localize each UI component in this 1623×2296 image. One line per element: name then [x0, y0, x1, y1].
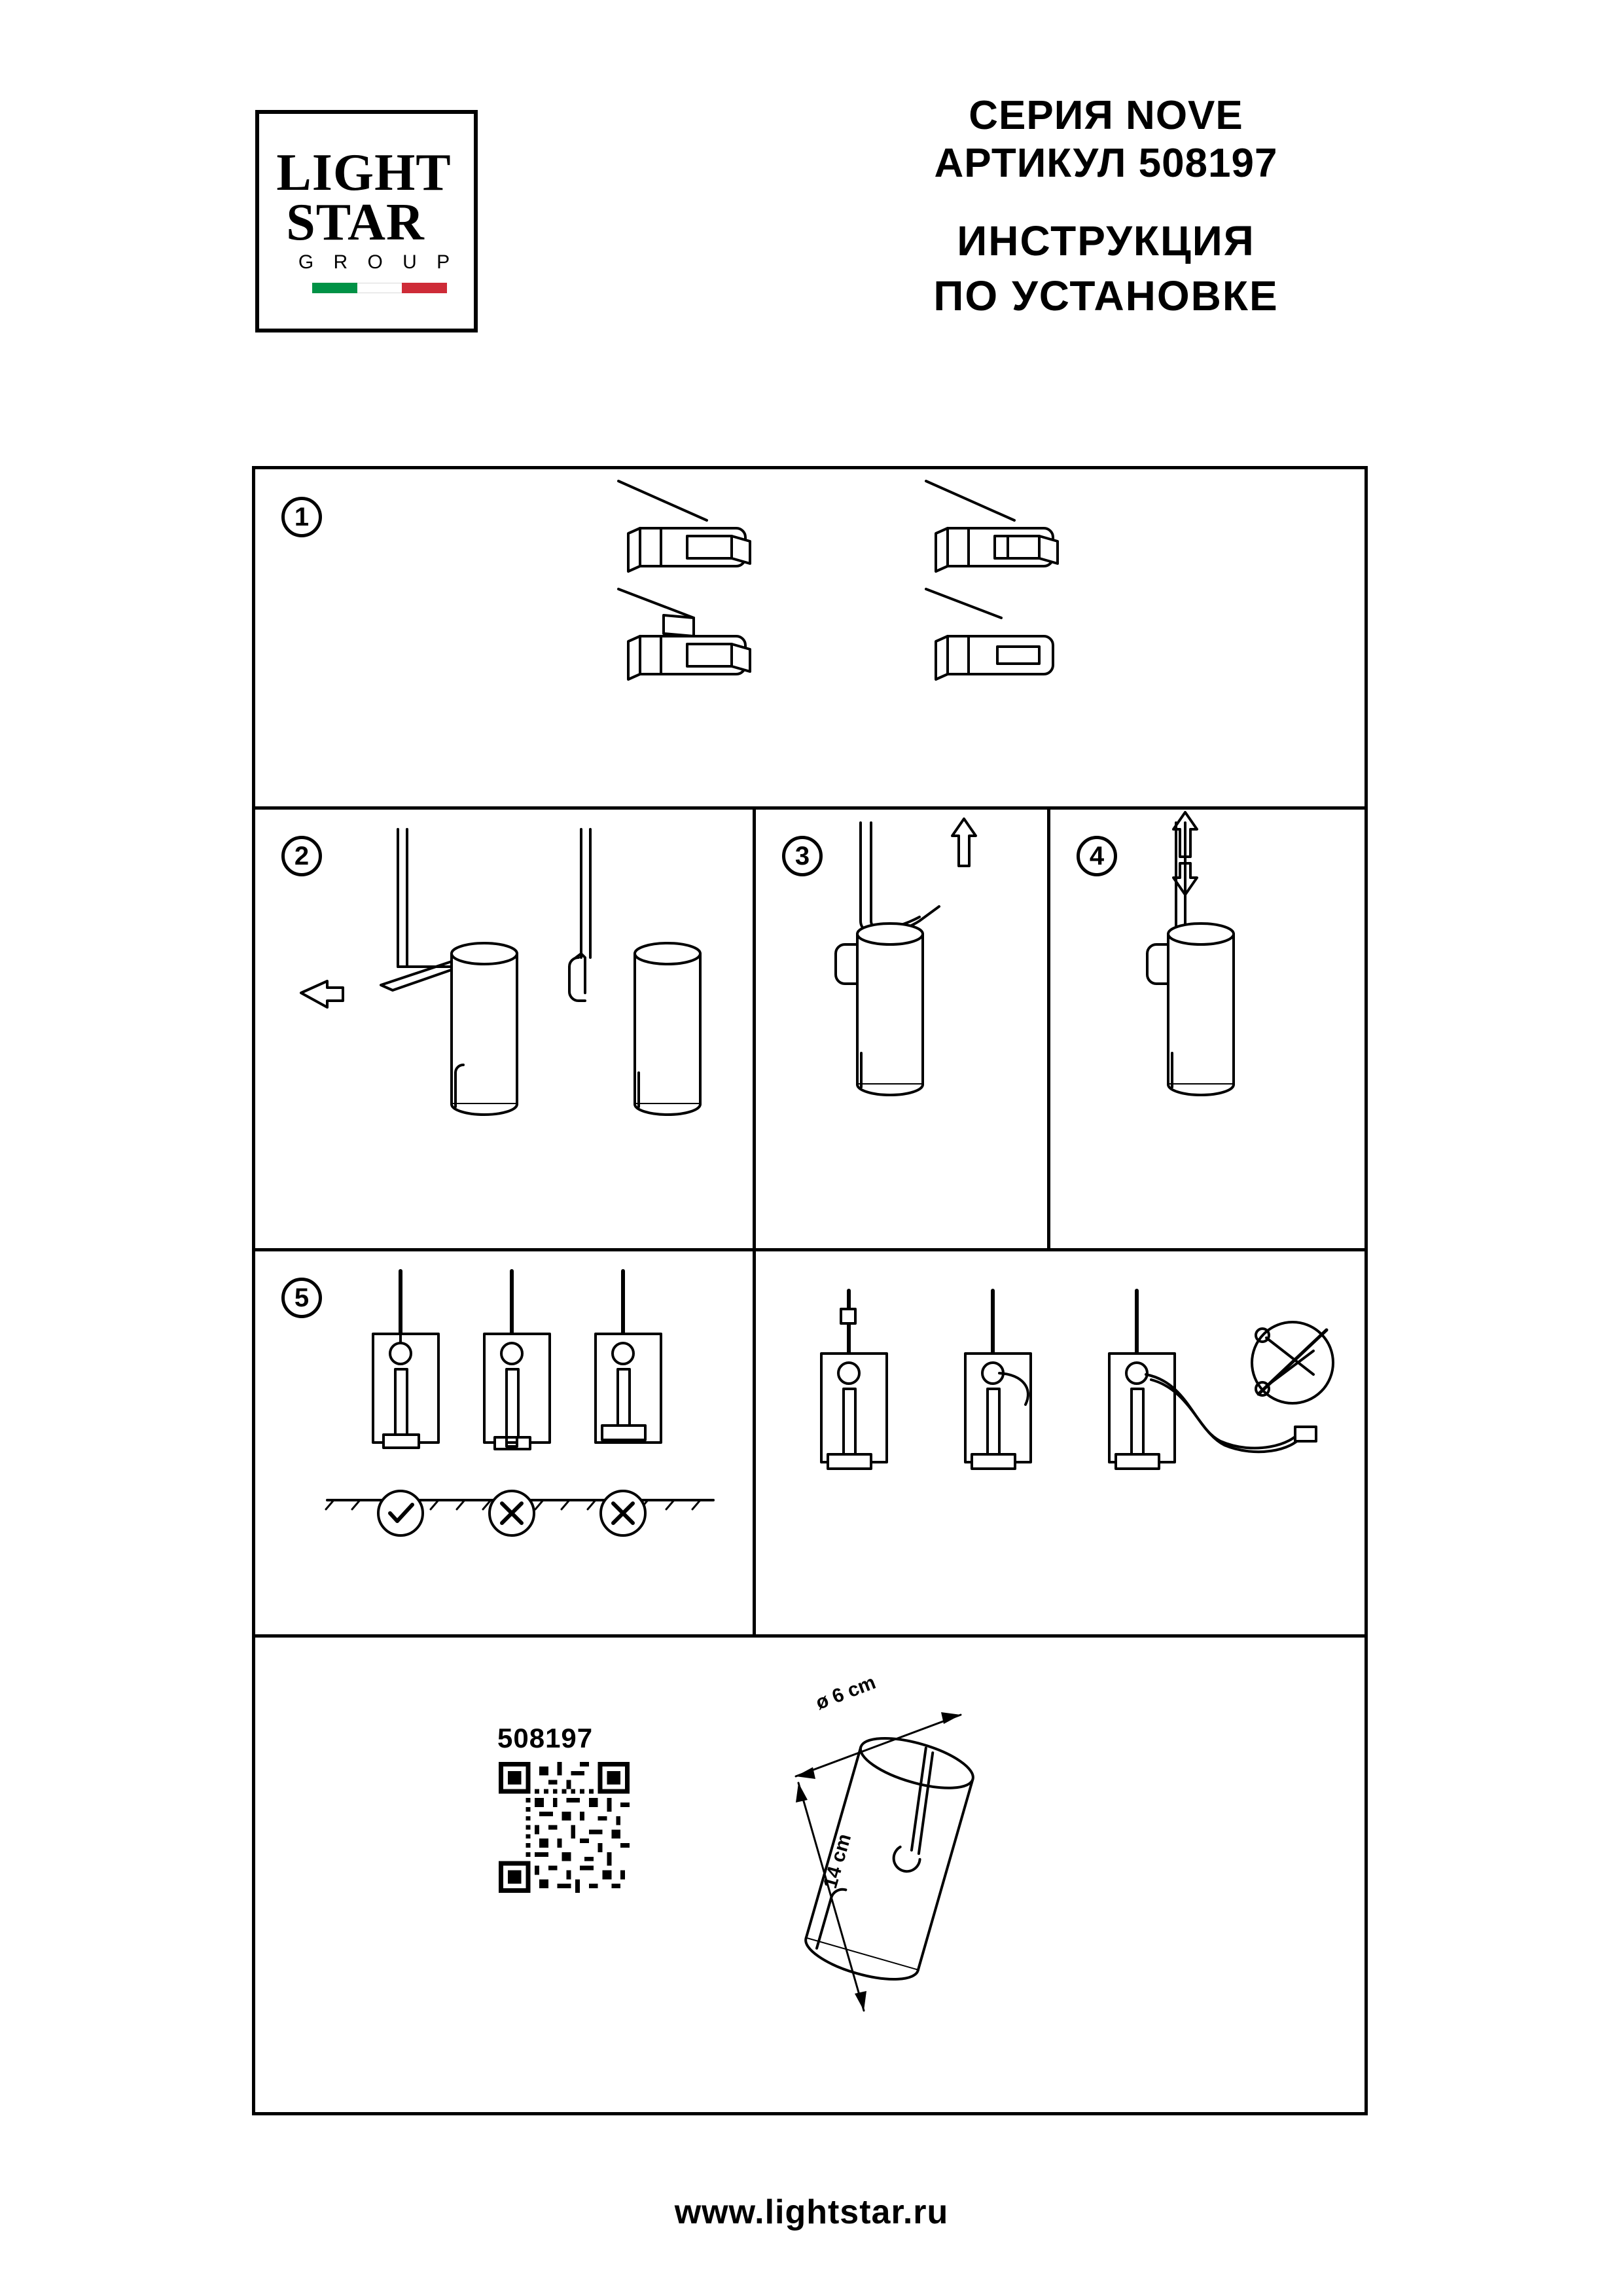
product-code: 508197	[497, 1723, 594, 1753]
step-panel-1	[255, 469, 1364, 810]
italian-flag-icon	[312, 283, 447, 293]
step-number-2: 2	[281, 836, 322, 876]
instruction-panel-grid	[252, 466, 1368, 2115]
header-titles	[733, 92, 1479, 322]
step-number-1: 1	[281, 497, 322, 537]
article-label: АРТИКУЛ 508197	[934, 141, 1278, 187]
diameter-label: ø 6 cm	[813, 1671, 879, 1714]
step-3-illustration	[756, 810, 1047, 1248]
step-1-illustration	[255, 469, 1364, 806]
brand-logo	[255, 110, 478, 332]
step-6-illustration	[756, 1251, 1361, 1634]
step-4-illustration	[1050, 810, 1361, 1248]
step-number-5: 5	[281, 1278, 322, 1318]
step-panel-2	[255, 810, 756, 1251]
instruction-title-line2: ПО УСТАНОВКЕ	[933, 272, 1279, 320]
logo-text-light: LIGHT	[276, 144, 452, 202]
height-label: 14 cm	[819, 1831, 856, 1892]
step-panel-6	[756, 1251, 1364, 1638]
footer-website[interactable]: www.lightstar.ru	[674, 2193, 949, 2231]
product-dimensions-panel	[255, 1638, 1364, 2112]
step-number-3: 3	[782, 836, 823, 876]
logo-text-group: G R O U P	[298, 251, 457, 273]
series-label: СЕРИЯ NOVE	[969, 93, 1243, 138]
product-drawing	[255, 1638, 1364, 2109]
step-panel-3	[756, 810, 1050, 1251]
instruction-title-line1: ИНСТРУКЦИЯ	[957, 217, 1255, 265]
step-5-illustration	[255, 1251, 753, 1634]
step-panel-5	[255, 1251, 756, 1638]
step-panel-4	[1050, 810, 1364, 1251]
document-header	[0, 0, 1623, 406]
step-number-4: 4	[1077, 836, 1117, 876]
step-2-illustration	[255, 810, 753, 1248]
logo-text-star: STAR	[286, 193, 425, 251]
